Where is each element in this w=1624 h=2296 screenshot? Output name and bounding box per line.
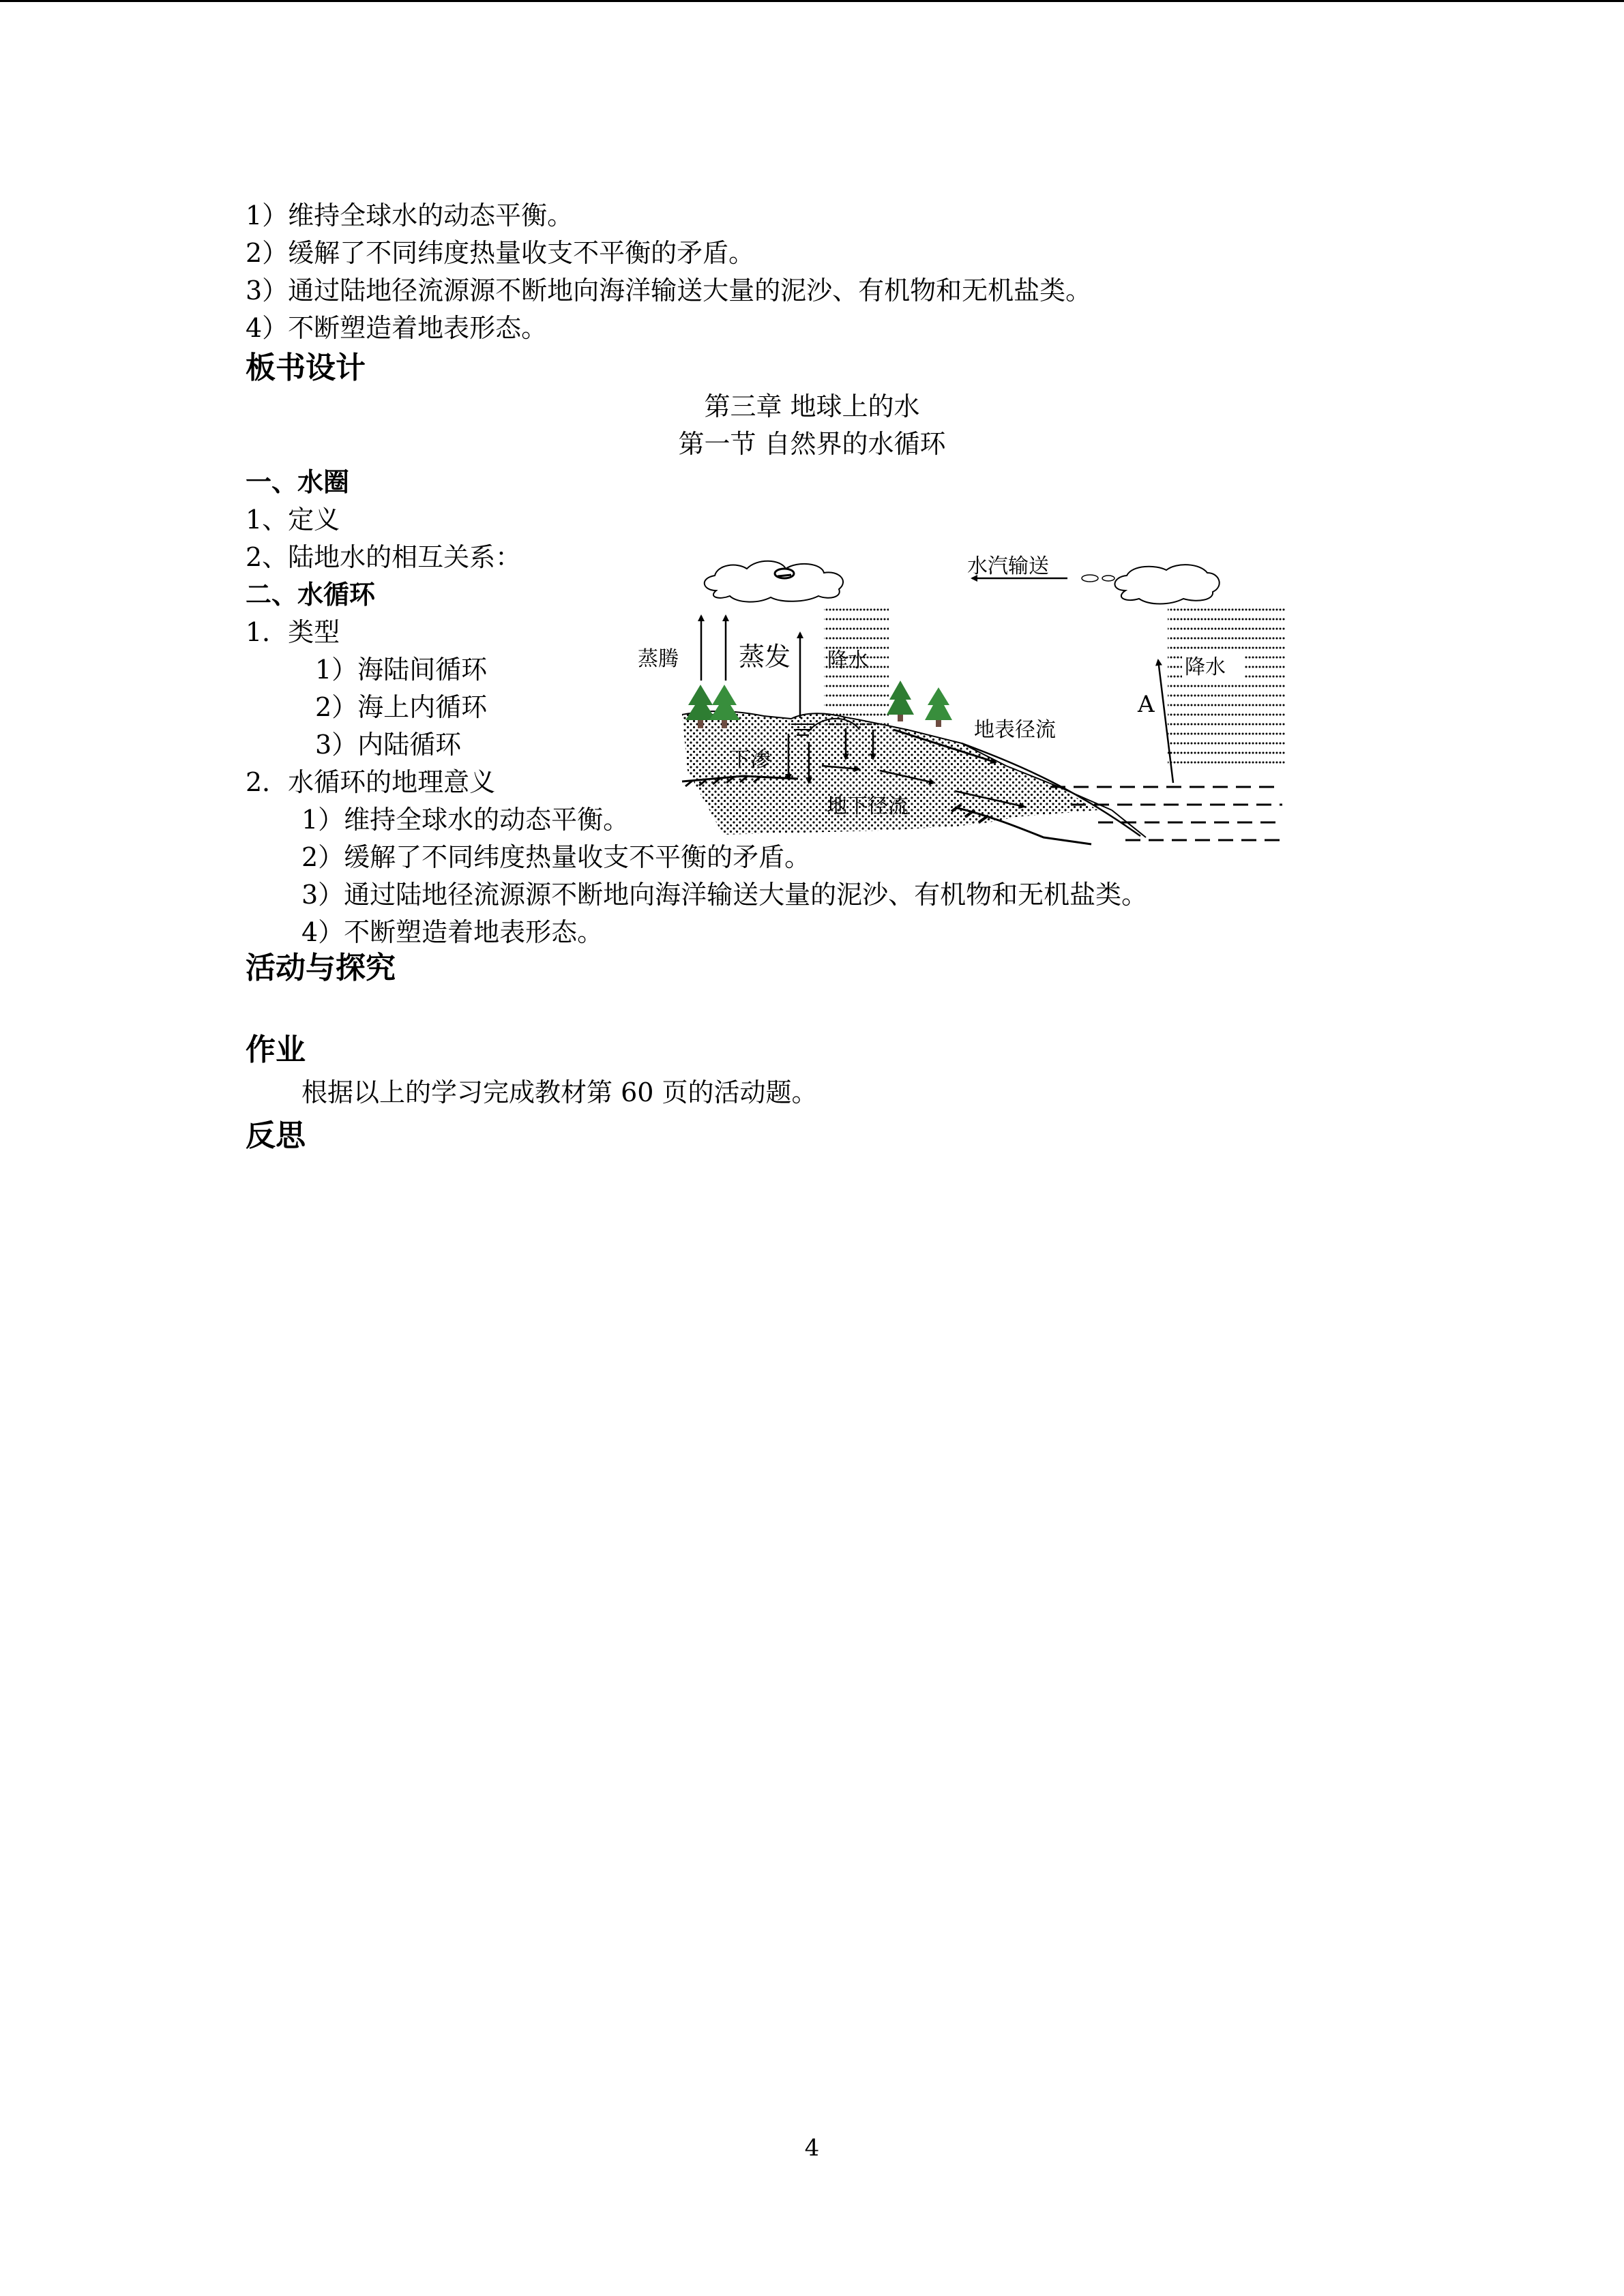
- outline-significance-2: 2）缓解了不同纬度热量收支不平衡的矛盾。: [301, 842, 811, 872]
- label-precipitation-sea: 降水: [1185, 655, 1226, 679]
- outline-item-significance: 2．水循环的地理意义: [246, 767, 496, 797]
- outline-type-2: 2）海上内循环: [315, 692, 488, 722]
- section-title: 第一节 自然界的水循环: [678, 429, 946, 459]
- top-list-item-3: 3）通过陆地径流源源不断地向海洋输送大量的泥沙、有机物和无机盐类。: [246, 275, 1092, 305]
- sea-dashes: [1050, 787, 1282, 840]
- label-evaporation: 蒸发: [739, 642, 791, 672]
- cloud-right: [1114, 565, 1219, 603]
- label-a: A: [1138, 691, 1155, 718]
- label-precipitation-land: 降水: [827, 648, 868, 672]
- page-number: 4: [804, 2134, 820, 2162]
- activity-heading: 活动与探究: [246, 951, 396, 985]
- board-design-heading: 板书设计: [246, 351, 366, 385]
- outline-item-relation: 2、陆地水的相互关系：: [246, 542, 522, 572]
- label-infiltration: 下渗: [730, 748, 771, 772]
- reflection-heading: 反思: [246, 1118, 306, 1153]
- outline-item-types: 1．类型: [246, 617, 340, 647]
- rain-sea: [1168, 603, 1285, 766]
- top-list-item-1: 1）维持全球水的动态平衡。: [246, 200, 574, 230]
- label-groundwater-runoff: 地下径流: [827, 794, 909, 818]
- outline-part2-heading: 二、水循环: [246, 580, 376, 610]
- top-list-item-4: 4）不断塑造着地表形态。: [246, 313, 548, 343]
- homework-text: 根据以上的学习完成教材第 60 页的活动题。: [301, 1077, 818, 1107]
- outline-significance-3: 3）通过陆地径流源源不断地向海洋输送大量的泥沙、有机物和无机盐类。: [301, 880, 1148, 910]
- outline-significance-1: 1）维持全球水的动态平衡。: [301, 805, 630, 835]
- label-transpiration: 蒸腾: [638, 647, 679, 671]
- outline-significance-4: 4）不断塑造着地表形态。: [301, 917, 604, 947]
- outline-type-3: 3）内陆循环: [315, 730, 462, 760]
- outline-item-definition: 1、定义: [246, 505, 340, 535]
- outline-part1-heading: 一、水圈: [246, 467, 350, 497]
- cloud-left: [705, 561, 843, 602]
- top-list-item-2: 2）缓解了不同纬度热量收支不平衡的矛盾。: [246, 238, 755, 268]
- water-cycle-diagram: [634, 551, 1289, 858]
- chapter-title: 第三章 地球上的水: [704, 391, 920, 421]
- outline-type-1: 1）海陆间循环: [315, 655, 488, 685]
- label-vapor-transport: 水汽输送: [967, 554, 1049, 578]
- label-surface-runoff: 地表径流: [974, 718, 1056, 742]
- top-border-line: [0, 0, 1624, 2]
- homework-heading: 作业: [246, 1032, 306, 1067]
